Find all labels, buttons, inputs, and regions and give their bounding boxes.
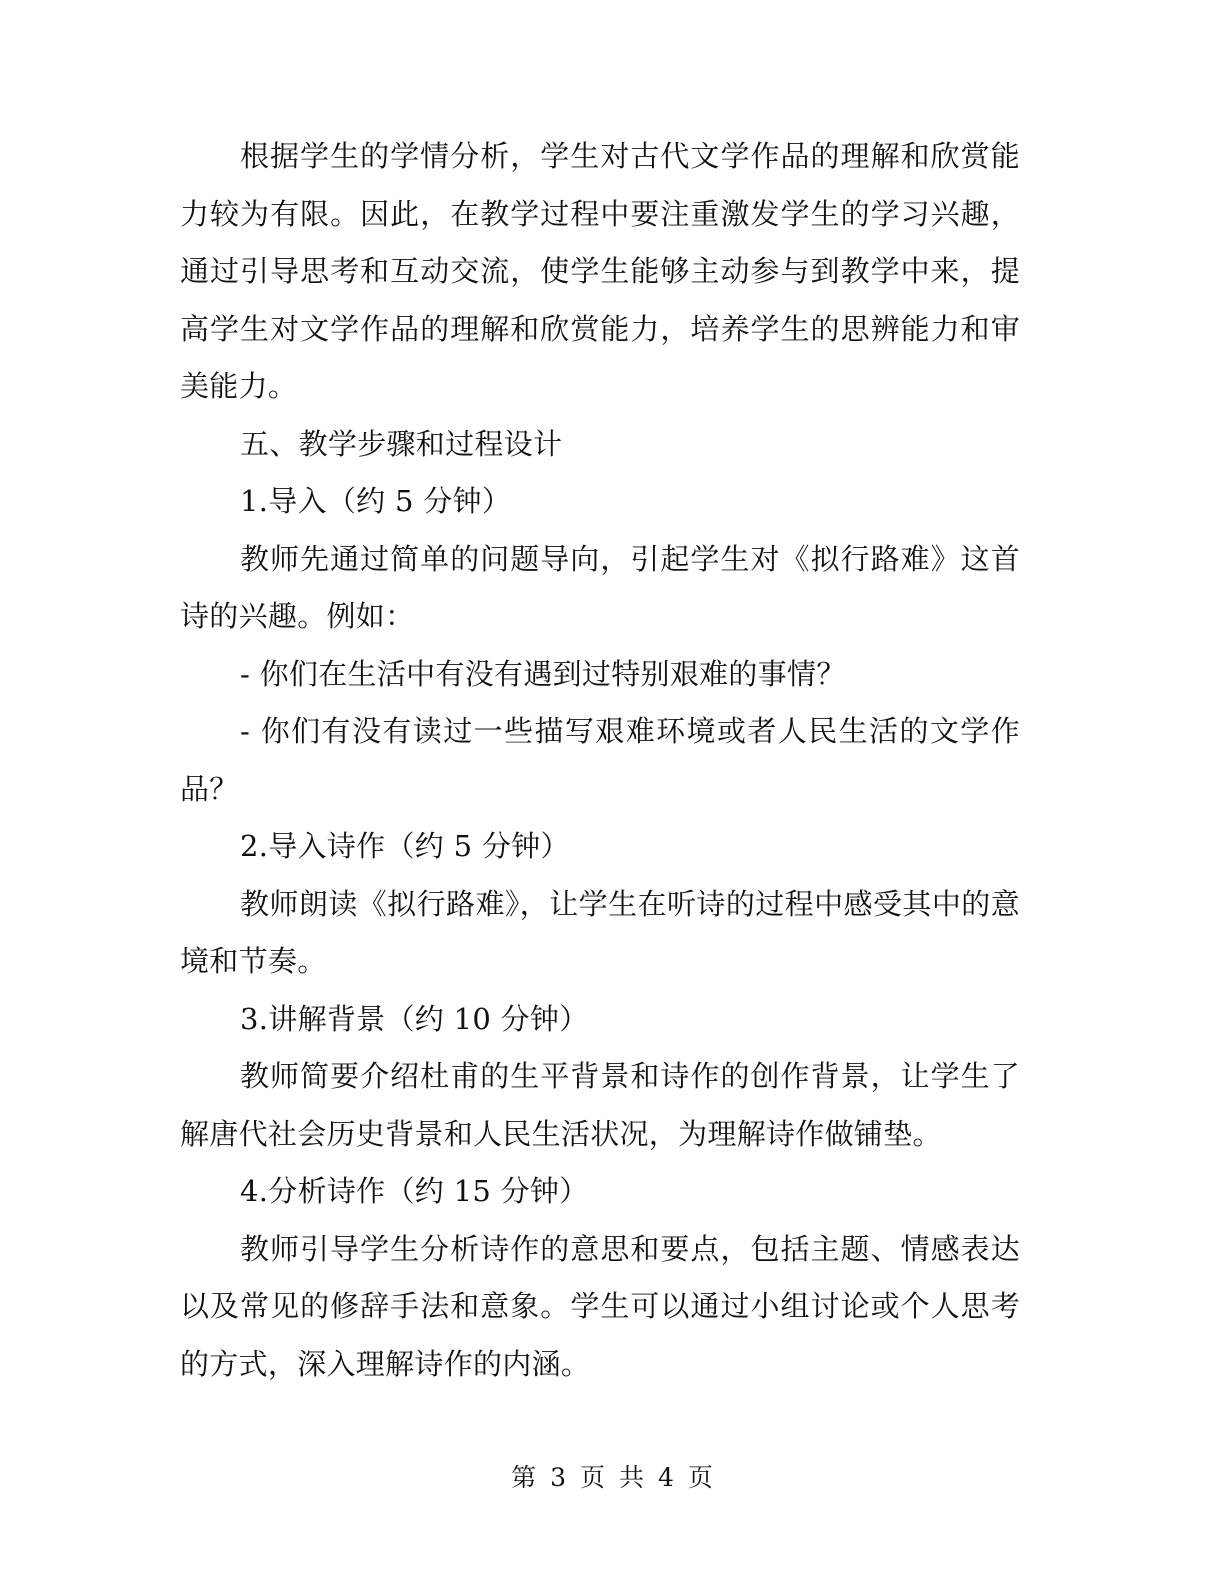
footer-prefix: 第	[511, 1463, 537, 1492]
question-item-2: - 你们有没有读过一些描写艰难环境或者人民生活的文学作品？	[180, 714, 1020, 806]
footer-current-page: 3	[550, 1463, 566, 1492]
paragraph-analysis: 教师引导学生分析诗作的意思和要点，包括主题、情感表达以及常见的修辞手法和意象。学生可以通过小组讨论或个人思考的方式，深入理解诗作的内涵。	[180, 1231, 1020, 1381]
footer-suffix: 页	[687, 1463, 713, 1492]
page-footer	[0, 1460, 1224, 1496]
document-body	[180, 128, 1020, 1393]
footer-total-pages: 4	[658, 1463, 674, 1492]
section-heading-teaching-steps: 五、教学步骤和过程设计	[240, 426, 563, 461]
footer-total-word: 共	[619, 1463, 645, 1492]
step-heading-poem-intro: 2.导入诗作（约 5 分钟）	[240, 829, 570, 863]
paragraph-introduction: 教师先通过简单的问题导向，引起学生对《拟行路难》这首诗的兴趣。例如：	[180, 541, 1020, 633]
paragraph-poem-reading: 教师朗读《拟行路难》，让学生在听诗的过程中感受其中的意境和节奏。	[180, 886, 1020, 978]
question-item-1: - 你们在生活中有没有遇到过特别艰难的事情？	[240, 656, 846, 691]
paragraph-learner-analysis: 根据学生的学情分析，学生对古代文学作品的理解和欣赏能力较为有限。因此，在教学过程中要注重激发学生的学习兴趣，通过引导思考和互动交流，使学生能够主动参与到教学中来，提高学生对文学作品的理解和欣赏能力，培养学生的思辨能力和审美能力。	[180, 139, 1020, 403]
step-heading-background: 3.讲解背景（约 10 分钟）	[240, 1001, 589, 1036]
step-heading-analysis: 4.分析诗作（约 15 分钟）	[240, 1174, 589, 1208]
footer-page-word: 页	[579, 1463, 605, 1492]
step-heading-introduction: 1.导入（约 5 分钟）	[240, 484, 512, 518]
paragraph-background: 教师简要介绍杜甫的生平背景和诗作的创作背景，让学生了解唐代社会历史背景和人民生活状况，为理解诗作做铺垫。	[180, 1059, 1020, 1151]
